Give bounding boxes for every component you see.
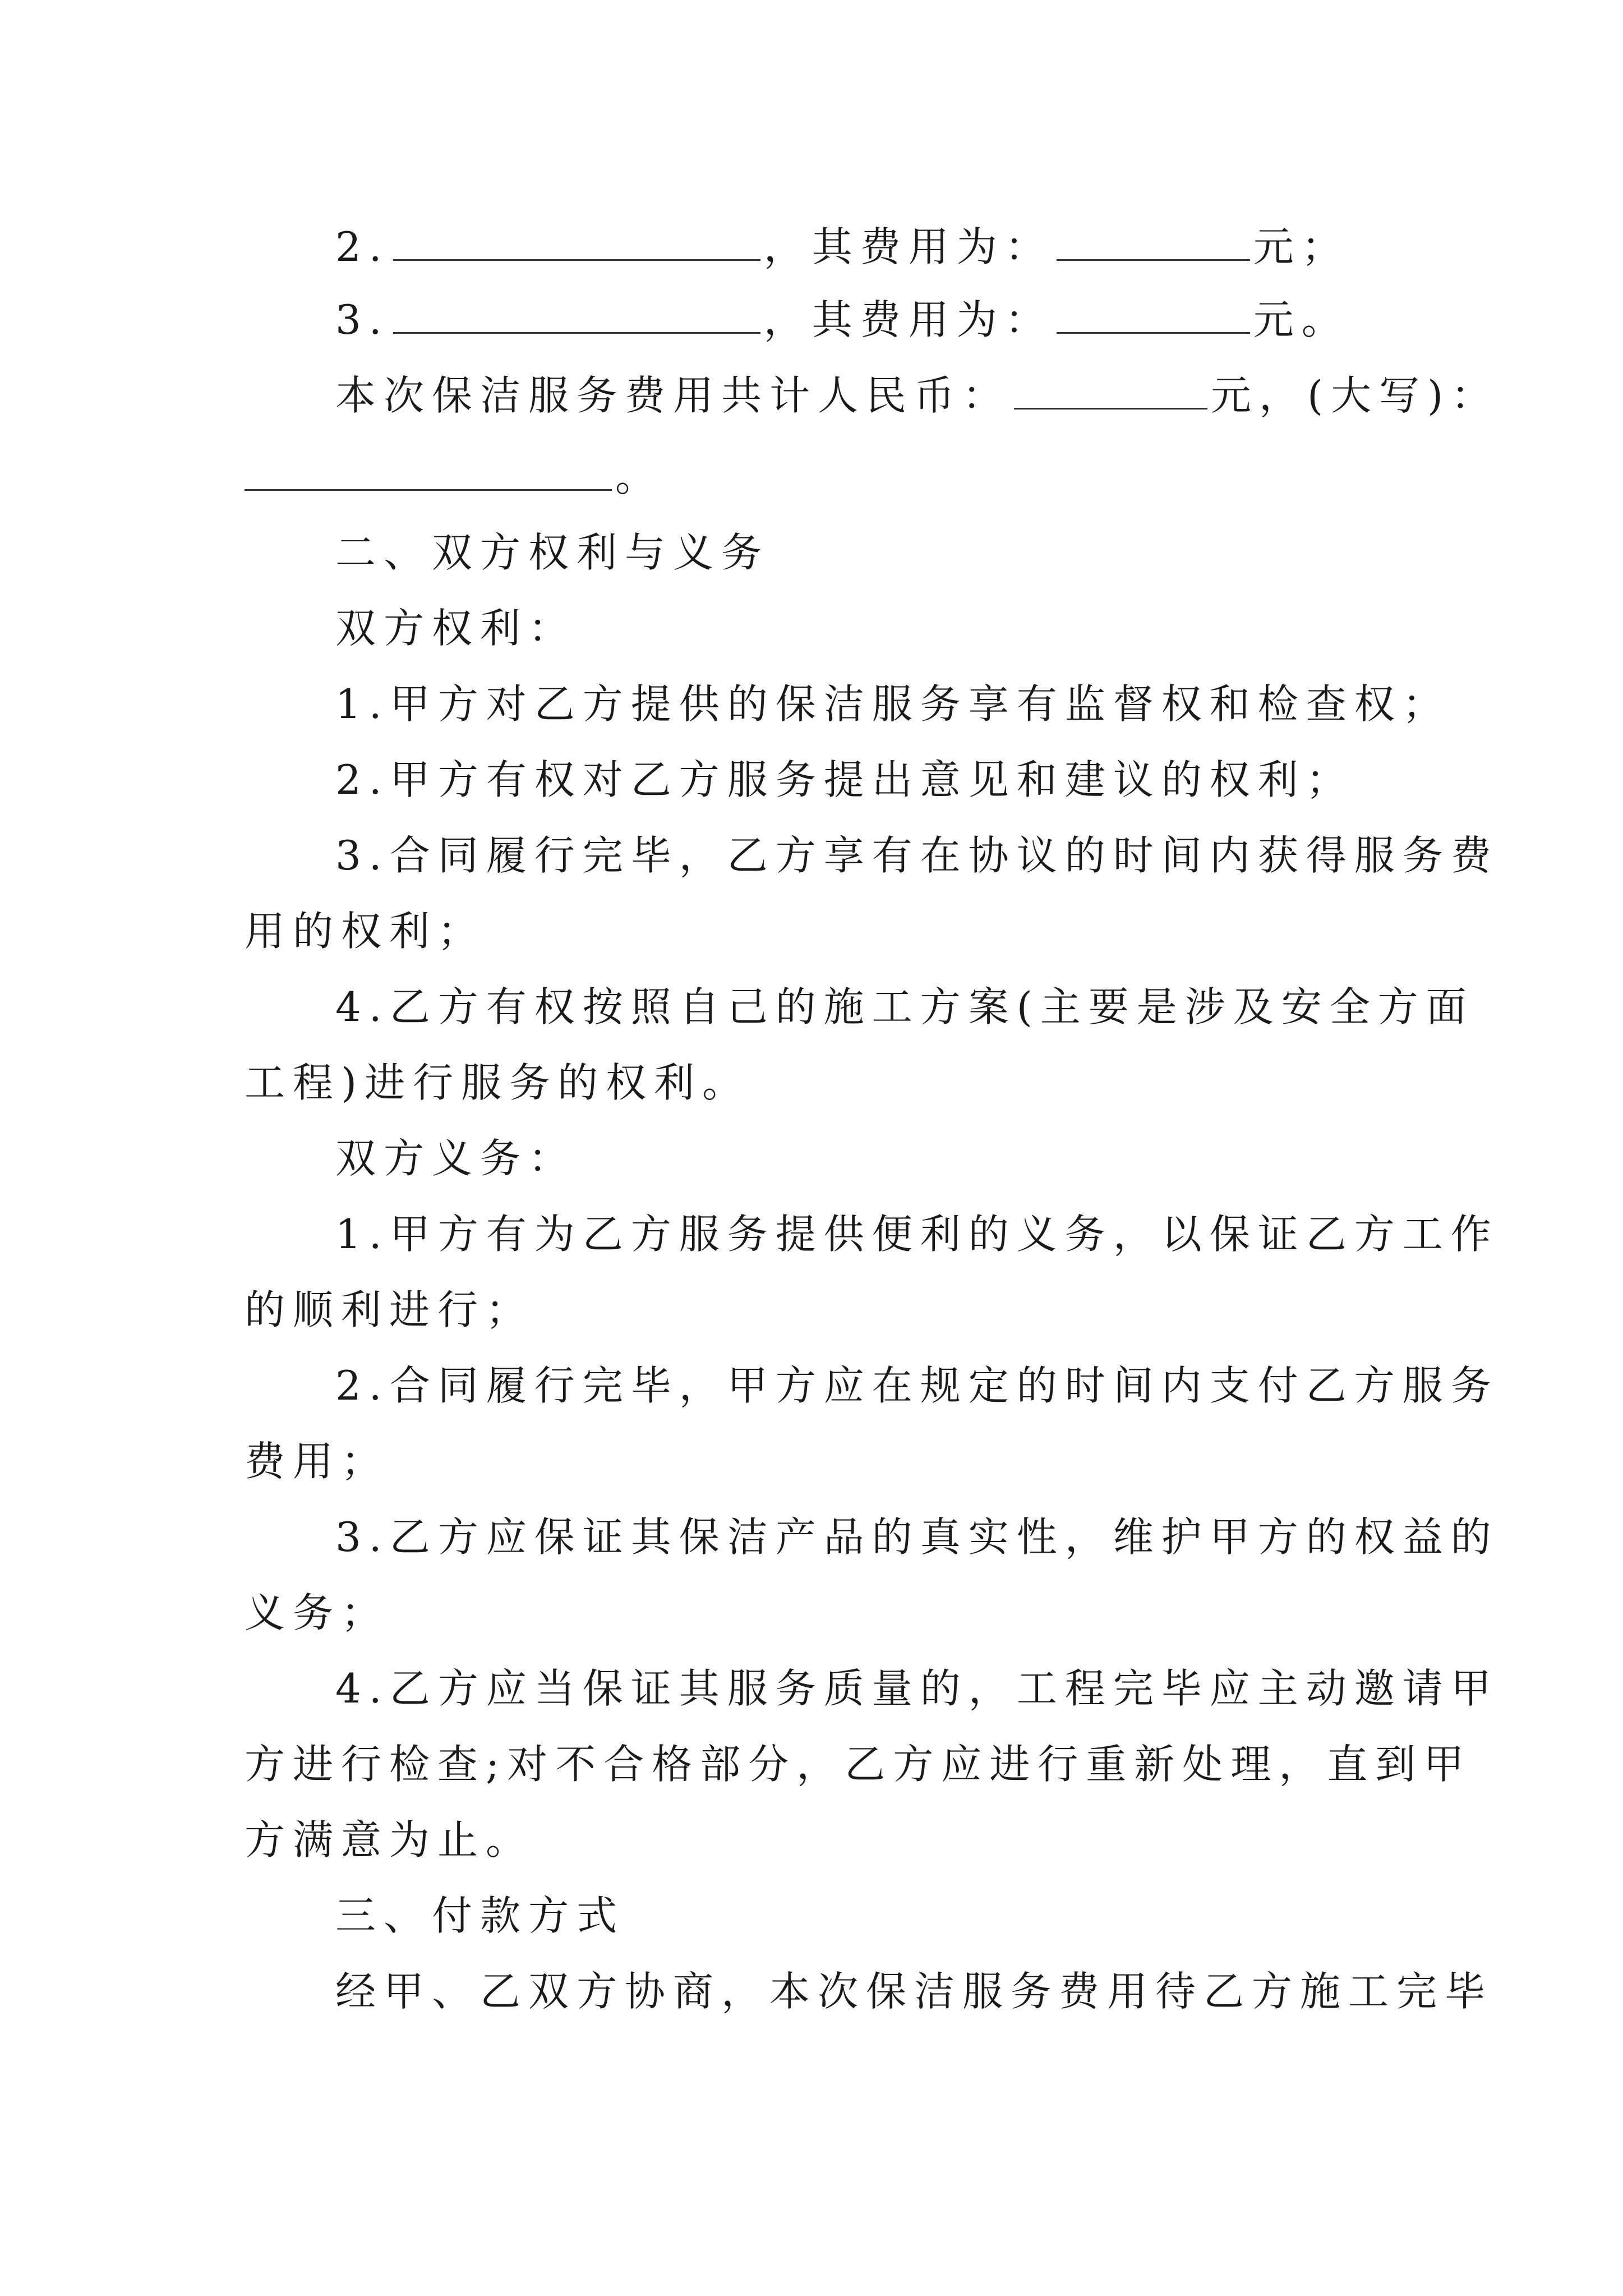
duty-3-line-2: 义务； [245, 1589, 390, 1636]
total-fee-line [335, 367, 1499, 424]
fee-label: ，其费用为： [763, 223, 1053, 270]
section-2-heading: 二、双方权利与义务 [335, 529, 770, 576]
item-number: 3. [335, 296, 390, 343]
duty-2-line-2: 费用； [245, 1438, 390, 1485]
duty-3-line-1: 3.乙方应保证其保洁产品的真实性，维护甲方的权益的 [335, 1513, 1499, 1561]
total-amount-blank [1014, 369, 1207, 409]
right-2: 2.甲方有权对乙方服务提出意见和建议的权利； [335, 756, 1354, 803]
item-name-blank [393, 293, 760, 334]
total-uppercase-label: 元，(大写)： [1211, 372, 1500, 419]
duty-1-line-2: 的顺利进行； [245, 1286, 534, 1333]
duties-title: 双方义务： [335, 1135, 577, 1182]
right-3-line-2: 用的权利； [245, 908, 486, 955]
fee-item-3 [335, 292, 1350, 348]
item-name-blank [393, 220, 760, 261]
total-uppercase-blank [245, 450, 612, 491]
duty-2-line-1: 2.合同履行完毕，甲方应在规定的时间内支付乙方服务 [335, 1362, 1499, 1409]
section-3-heading: 三、付款方式 [335, 1892, 625, 1939]
right-1: 1.甲方对乙方提供的保洁服务享有监督权和检查权； [335, 680, 1451, 728]
payment-paragraph-line-1: 经甲、乙双方协商，本次保洁服务费用待乙方施工完毕 [335, 1968, 1493, 2015]
duty-4-line-1: 4.乙方应当保证其服务质量的，工程完毕应主动邀请甲 [335, 1665, 1499, 1712]
fee-item-2 [335, 219, 1350, 275]
duty-4-line-2: 方进行检查;对不合格部分，乙方应进行重新处理，直到甲 [245, 1741, 1472, 1788]
right-3-line-1: 3.合同履行完毕，乙方享有在协议的时间内获得服务费 [335, 832, 1499, 879]
fee-unit: 元。 [1253, 296, 1350, 343]
period: 。 [615, 453, 664, 500]
total-uppercase-line [245, 449, 663, 505]
duty-1-line-1: 1.甲方有为乙方服务提供便利的义务，以保证乙方工作 [335, 1211, 1499, 1258]
fee-unit: 元； [1253, 223, 1350, 270]
fee-amount-blank [1057, 220, 1250, 261]
total-label: 本次保洁服务费用共计人民币： [335, 372, 1011, 419]
right-4-line-1: 4.乙方有权按照自己的施工方案(主要是涉及安全方面 [335, 983, 1474, 1030]
fee-label: ，其费用为： [763, 296, 1053, 343]
item-number: 2. [335, 223, 390, 270]
fee-amount-blank [1057, 293, 1250, 334]
right-4-line-2: 工程)进行服务的权利。 [245, 1059, 751, 1106]
duty-4-line-3: 方满意为止。 [245, 1816, 534, 1864]
rights-title: 双方权利： [335, 605, 577, 652]
